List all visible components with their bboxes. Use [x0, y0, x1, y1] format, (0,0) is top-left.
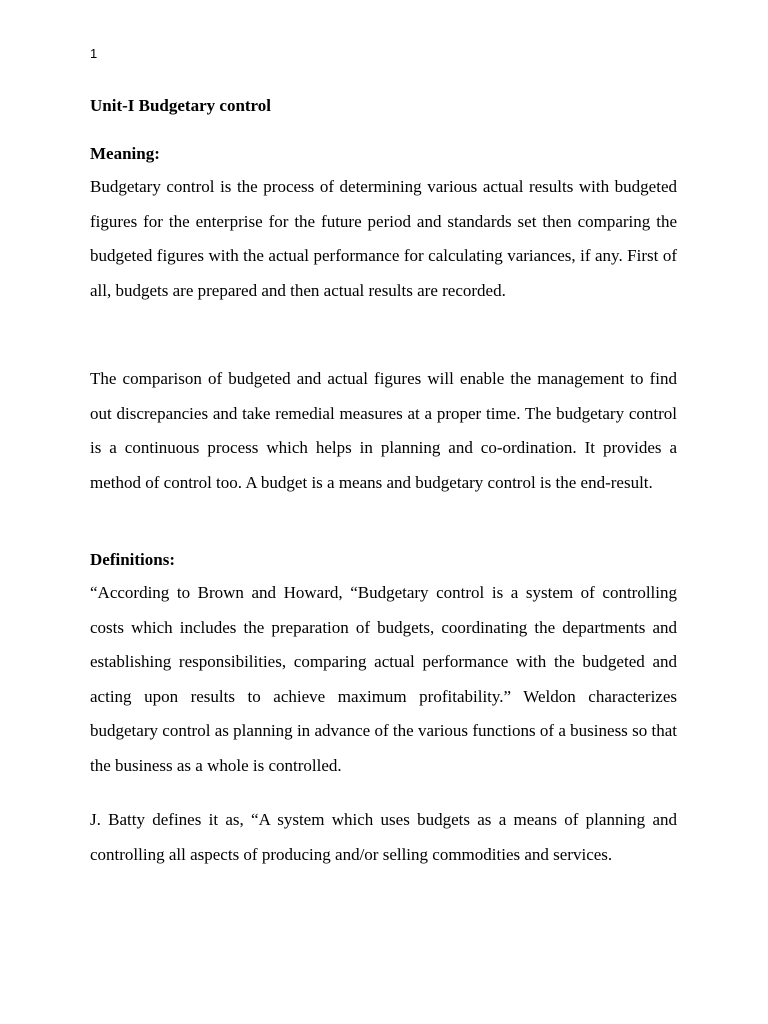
- meaning-paragraph: Budgetary control is the process of determining various actual results with budgeted figures for the enterprise for the future period and standards set then comparing the budgeted figures with the actual performance for calculating variances, if any. First of all, budgets are prepared and then actual results are recorded.: [90, 177, 677, 300]
- brown-howard-definition-paragraph: “According to Brown and Howard, “Budgetary control is a system of controlling costs which includes the preparation of budgets, coordinating the departments and establishing responsibilities, comparing actual performance with the budgeted and acting upon results to achieve maximum profitability.” Weldon characterizes budgetary control as planning in advance of the various functions of a business so that the business as a whole is controlled.: [90, 583, 677, 775]
- page-number: 1: [90, 46, 98, 61]
- definitions-heading: Definitions:: [90, 550, 175, 569]
- comparison-paragraph: The comparison of budgeted and actual figures will enable the management to find out discrepancies and take remedial measures at a proper time. The budgetary control is a continuous process which helps in planning and co-ordination. It provides a method of control too. A budget is a means and budgetary control is the end-result.: [90, 369, 677, 492]
- meaning-heading: Meaning:: [90, 144, 160, 163]
- batty-definition-paragraph: J. Batty defines it as, “A system which uses budgets as a means of planning and controlling all aspects of producing and/or selling commodities and services.: [90, 810, 677, 864]
- unit-title: Unit-I Budgetary control: [90, 96, 272, 115]
